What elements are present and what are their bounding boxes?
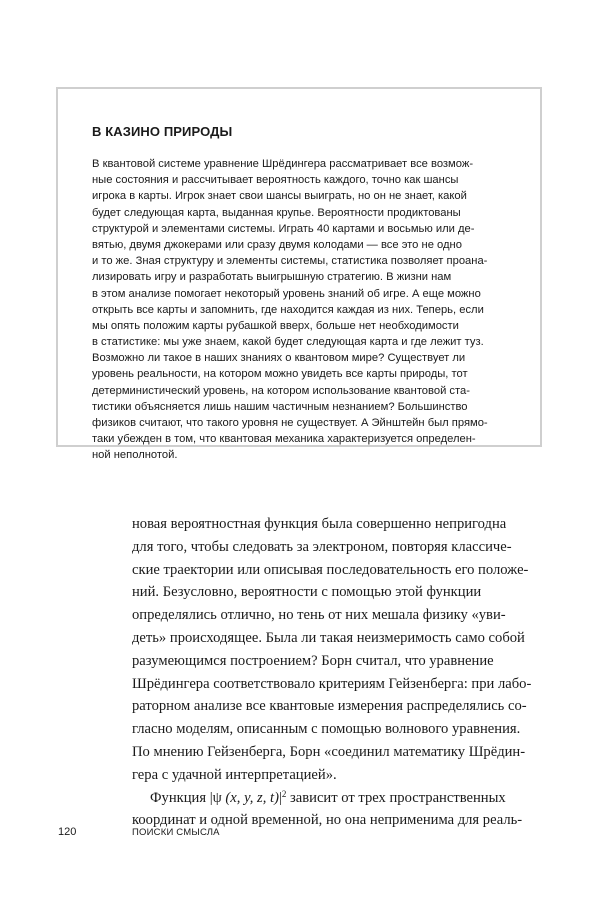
body-line: По мнению Гейзенберга, Борн «соединил математику Шрёдин- [132,743,526,760]
sidebar-line: в статистике: мы уже знаем, какой будет следующая карта и где лежит туз. [92,336,484,349]
sidebar-line: игрока в карты. Игрок знает свои шансы выиграть, но он не знает, какой [92,190,467,203]
psi-symbol: |ψ [209,789,222,806]
formula-power: 2 [281,788,287,799]
body-line: для того, чтобы следовать за электроном, повторяя классиче- [132,538,512,555]
sidebar-line: тистики объясняется лишь нашим частичным незнанием? Большинство [92,400,468,413]
sidebar-line: лизировать игру и разработать выигрышную стратегию. В жизни нам [92,271,452,284]
sidebar-line: Возможно ли такое в наших знаниях о квантовом мире? Существует ли [92,352,466,365]
formula-line [132,787,552,810]
sidebar-line: ные состояния и рассчитывает вероятность каждого, точно как шансы [92,174,459,187]
sidebar-line: открыть все карты и запомнить, где находится каждая из них. Теперь, если [92,303,484,316]
sidebar-line: и то же. Зная структуру и элементы системы, статистика позволяет проана- [92,255,488,268]
sidebar-body [92,156,512,464]
sidebar-line: будет следующая карта, выданная крупье. Вероятности продиктованы [92,206,461,219]
body-line: гера с удачной интерпретацией». [132,766,337,783]
sidebar-line: структурой и элементами системы. Играть 40 картами и восьмью или де- [92,222,475,235]
sidebar-line: В квантовой системе уравнение Шрёдингера рассматривает все возмож- [92,158,474,170]
formula-abs-close: | [278,789,282,806]
body-line: деть» происходящее. Была ли такая неизмеримость само собой [132,629,525,646]
psi-arguments: (x, y, z, t) [221,789,279,806]
body-line: определялись отлично, но тень от них мешала физику «уви- [132,607,506,624]
sidebar-line: вятью, двумя джокерами или сразу двумя колодами — все это не одно [92,238,462,251]
body-line: разумеющимся построением? Борн считал, что уравнение [132,652,494,669]
body-line: новая вероятностная функция была совершенно непригодна [132,516,507,532]
body-line: раторном анализе все квантовые измерения распределялись со- [132,698,527,715]
sidebar-line: ной неполнотой. [92,449,178,462]
body-line: ские траектории или описывая последовательность его положе- [132,561,529,578]
body-text [132,513,552,832]
running-title: ПОИСКИ СМЫСЛА [132,827,220,838]
formula-prefix: Функция [150,789,210,806]
sidebar-heading: В КАЗИНО ПРИРОДЫ [92,124,233,139]
formula-suffix: зависит от трех пространственных [286,789,506,806]
body-line: ний. Безусловно, вероятности с помощью этой функции [132,584,482,601]
sidebar-line: физиков считают, что такого уровня не существует. А Эйнштейн был прямо- [92,417,488,429]
body-line: Шрёдингера соответствовало критериям Гейзенберга: при лабо- [132,675,532,692]
body-line: гласно моделям, описанным с помощью волнового уравнения. [132,721,521,738]
body-line: координат и одной временной, но она неприменима для реаль- [132,812,523,829]
sidebar-line: детерминистический уровень, на котором использование квантовой ста- [92,384,470,397]
sidebar-line: уровень реальности, на котором можно увидеть все карты природы, тот [92,368,468,381]
sidebar-line: мы опять положим карты рубашкой вверх, больше нет необходимости [92,319,459,332]
page-number: 120 [58,826,77,838]
sidebar-line: таки убежден в том, что квантовая механика характеризуется определен- [92,433,476,446]
sidebar-line: в этом анализе помогает некоторый уровень знаний об игре. А еще можно [92,287,481,300]
